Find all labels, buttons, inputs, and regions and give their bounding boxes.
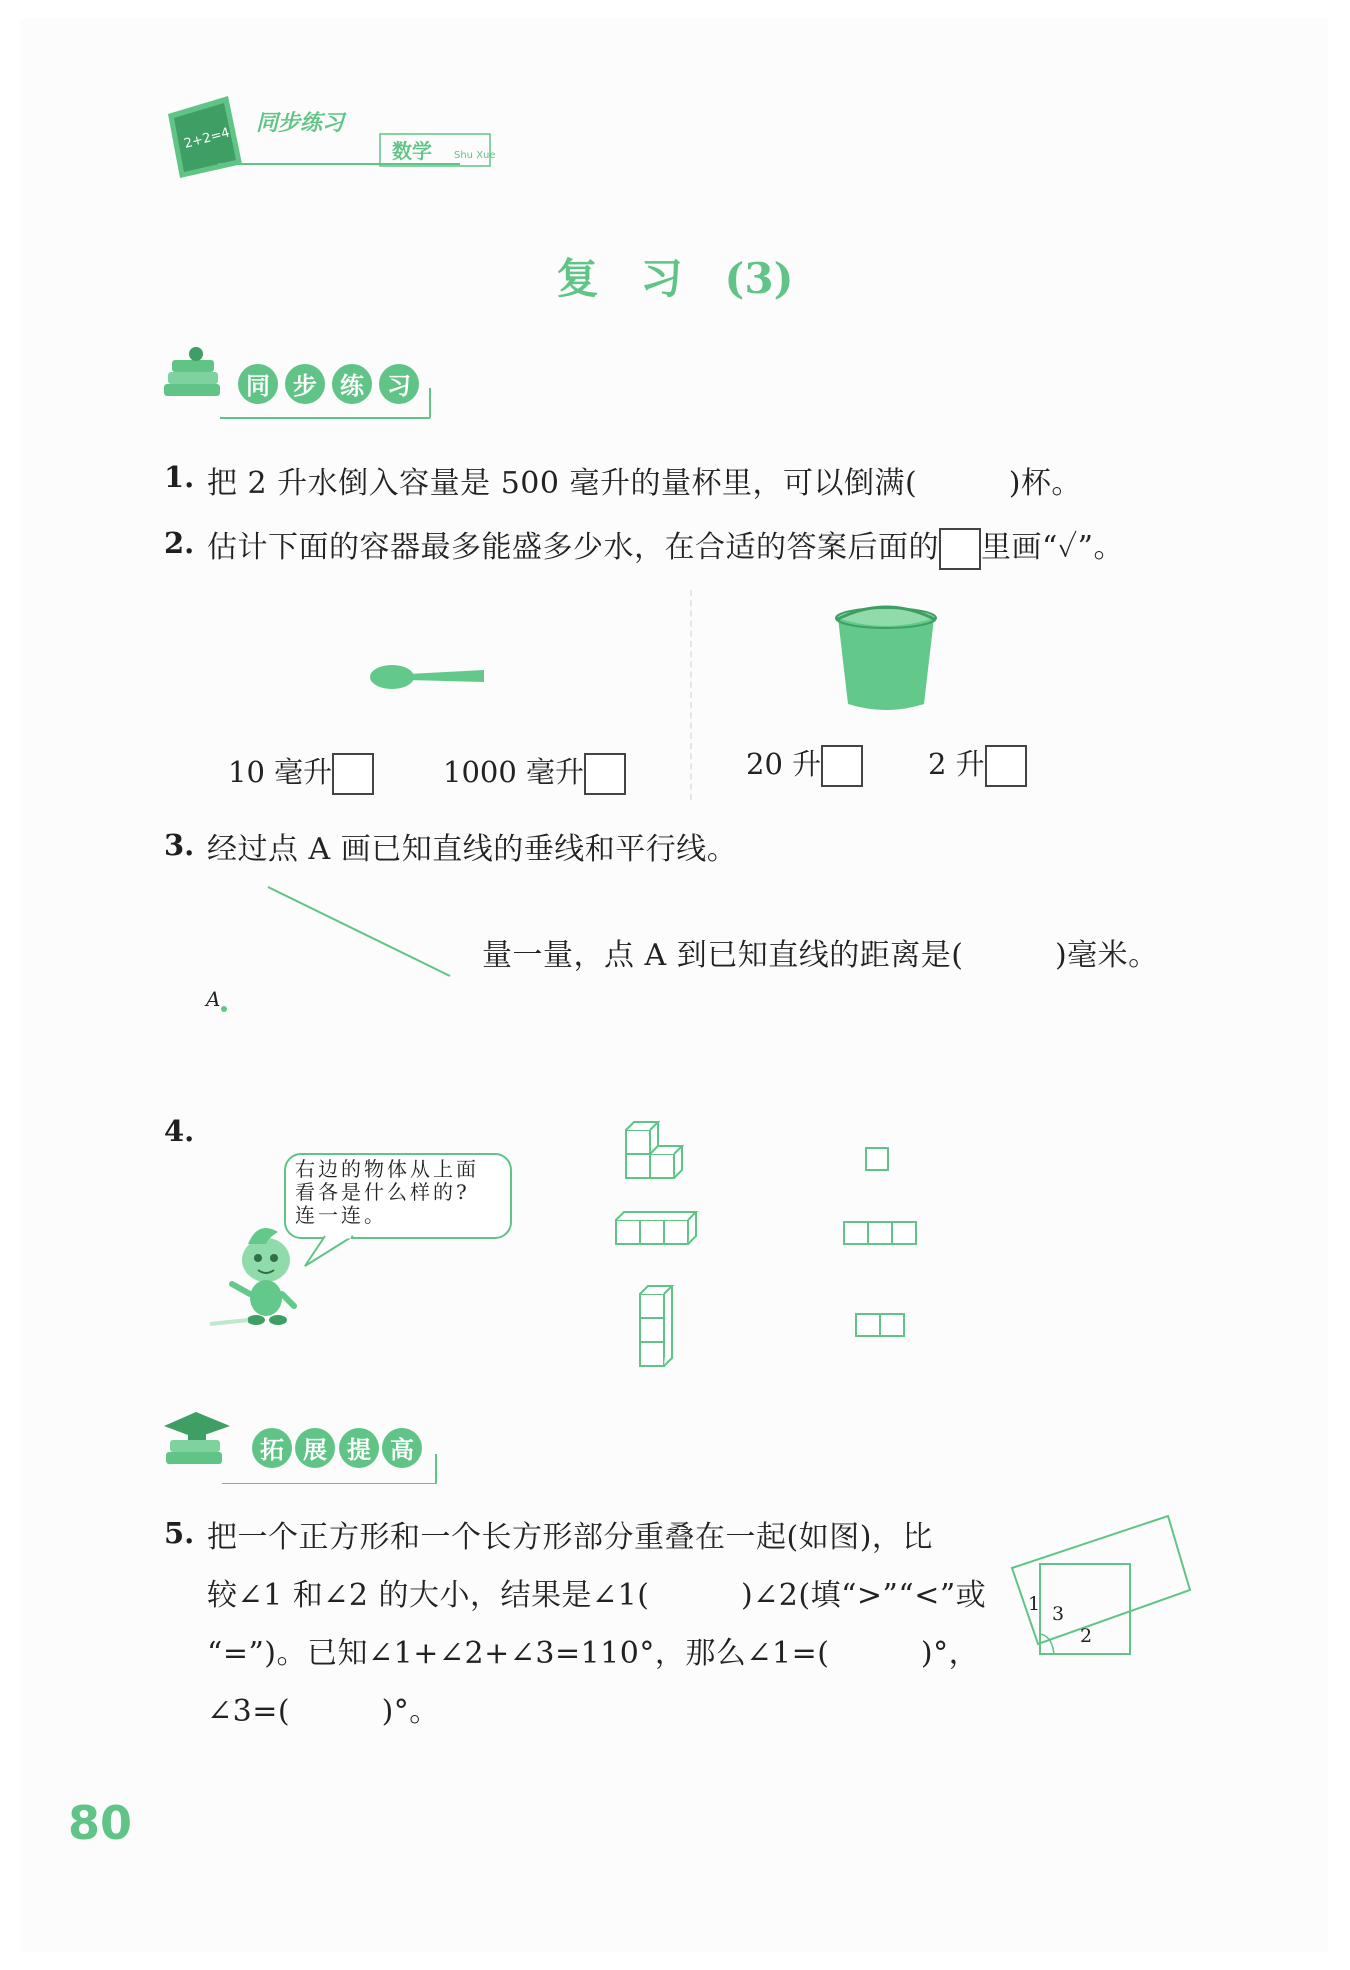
q1-text: 把 2 升水倒入容量是 500 毫升的量杯里，可以倒满( )杯。 — [207, 466, 1082, 501]
q2-text: 估计下面的容器最多能盛多少水，在合适的答案后面的 里画“✓”。 — [207, 522, 1124, 570]
solid-tower — [640, 1286, 672, 1366]
q5-line-3: “=”)。已知∠1+∠2+∠3=110°，那么∠1=( )°， — [207, 1636, 980, 1671]
point-a-label: A — [206, 987, 221, 1011]
solid-three-row — [616, 1212, 696, 1244]
header-book-title: 同步练习 — [256, 111, 345, 136]
svg-text:习: 习 — [387, 372, 411, 400]
top-view-one-square — [866, 1148, 888, 1170]
top-view-two-squares — [856, 1314, 904, 1336]
header-subject-pinyin: Shu Xue — [454, 150, 496, 161]
svg-text:步: 步 — [293, 372, 317, 400]
q5-number: 5. — [164, 1516, 195, 1550]
q2-example-box — [939, 528, 981, 570]
rectangle-shape — [1012, 1516, 1190, 1644]
cartoon-character-image — [208, 1224, 304, 1334]
option-1000ml-box[interactable] — [584, 753, 626, 795]
option-20l: 20 升 — [746, 742, 863, 787]
option-10ml: 10 毫升 — [228, 750, 374, 795]
angle-2-label: 2 — [1080, 1625, 1093, 1647]
svg-text:展: 展 — [303, 1436, 327, 1464]
svg-text:练: 练 — [340, 372, 364, 400]
svg-text:拓: 拓 — [260, 1436, 284, 1464]
given-line — [268, 887, 450, 976]
q3-measure-text: 量一量，点 A 到已知直线的距离是( )毫米。 — [482, 938, 1159, 973]
q4-bubble-text: 右边的物体从上面 看各是什么样的? 连一连。 — [295, 1157, 479, 1227]
q3-diagram — [200, 880, 460, 1020]
angle-1-label: 1 — [1028, 1593, 1041, 1615]
top-view-three-squares — [844, 1222, 916, 1244]
section-extend-header — [160, 1404, 450, 1484]
option-10ml-box[interactable] — [332, 753, 374, 795]
option-20l-box[interactable] — [821, 745, 863, 787]
point-a — [221, 1006, 227, 1012]
q4-solids — [610, 1108, 720, 1378]
q3-number: 3. — [164, 828, 195, 862]
spoon-image — [368, 660, 488, 700]
angle-3-label: 3 — [1052, 1603, 1065, 1625]
q5-line-1: 把一个正方形和一个长方形部分重叠在一起(如图)，比 — [207, 1520, 933, 1555]
section-sync-badges — [238, 364, 419, 404]
svg-text:提: 提 — [347, 1436, 371, 1464]
option-2l: 2 升 — [928, 742, 1027, 787]
option-1000ml: 1000 毫升 — [443, 750, 626, 795]
header-badge-math: 2+2=4 — [182, 125, 232, 152]
q4-top-views — [840, 1140, 950, 1360]
q5-figure — [1004, 1508, 1200, 1658]
page-number: 80 — [68, 1796, 133, 1850]
solid-l-shape — [626, 1122, 682, 1178]
q5-line-2: 较∠1 和∠2 的大小，结果是∠1( )∠2(填“>”“<”或 — [207, 1578, 987, 1613]
lesson-title: 复 习 (3) — [556, 254, 794, 303]
svg-text:高: 高 — [390, 1436, 414, 1464]
section-extend-badges — [252, 1428, 422, 1468]
q2-number: 2. — [164, 526, 195, 560]
q2-divider — [690, 590, 692, 800]
section-sync-header — [160, 344, 440, 424]
header-subject: 数学 — [392, 139, 432, 163]
header-badge — [160, 86, 520, 186]
bucket-image — [832, 604, 942, 714]
q3-text: 经过点 A 画已知直线的垂线和平行线。 — [207, 832, 738, 867]
option-2l-box[interactable] — [985, 745, 1027, 787]
svg-text:同: 同 — [246, 372, 270, 400]
q5-line-4: ∠3=( )°。 — [207, 1694, 440, 1729]
q1-number: 1. — [164, 460, 195, 494]
q4-number: 4. — [164, 1114, 195, 1148]
